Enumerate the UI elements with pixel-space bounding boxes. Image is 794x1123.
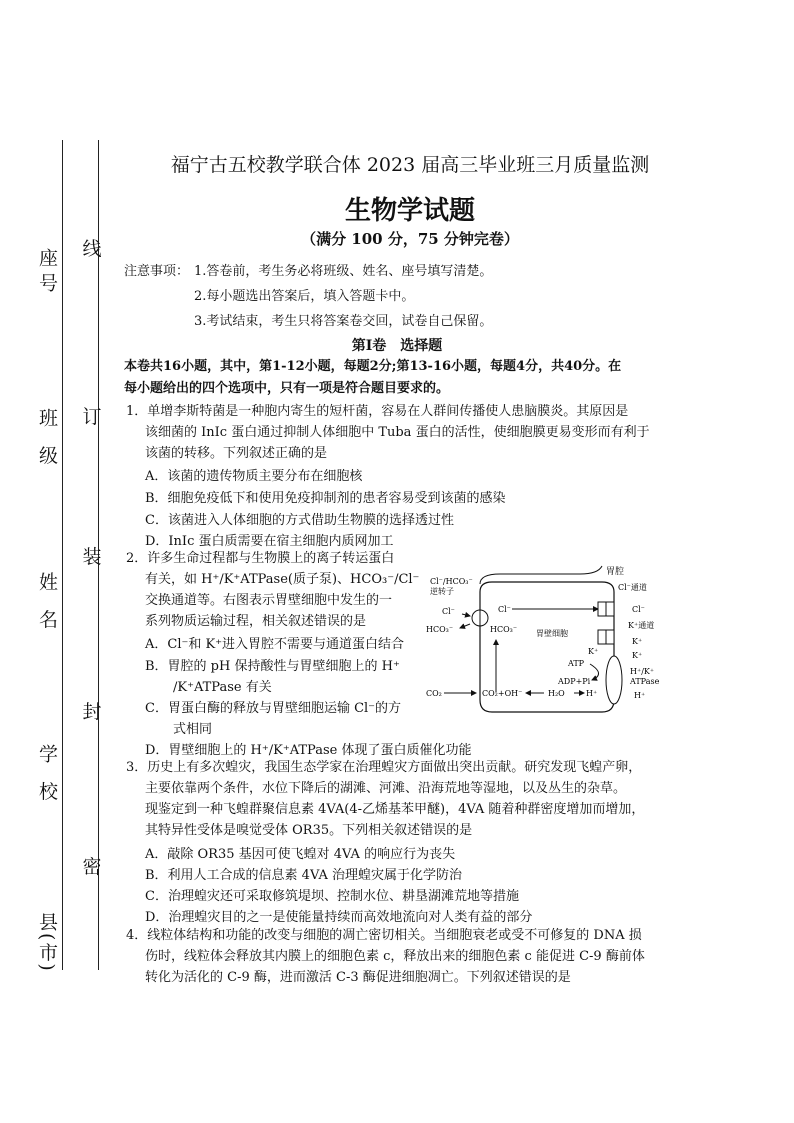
exchanger-label-2: 逆转子 <box>430 587 454 596</box>
adp-label: ADP+Pi <box>558 677 591 686</box>
q1-option-a: A．该菌的遗传物质主要分布在细胞核 <box>145 469 363 484</box>
exam-info: （满分 100 分，75 分钟完卷） <box>301 230 519 248</box>
margin-mark-zhuang: 装 <box>82 546 102 568</box>
q1-option-b: B．细胞免疫低下和使用免疫抑制剂的患者容易受到该菌的感染 <box>145 491 506 506</box>
q3-option-a: A．敲除 OR35 基因可使飞蝗对 4VA 的响应行为丧失 <box>145 847 456 862</box>
q2-option-b-2: /K⁺ATPase 有关 <box>173 680 272 695</box>
margin-mark-mi: 密 <box>82 856 102 878</box>
q3-stem-4: 其特异性受体是嗅觉受体 OR35。下列相关叙述错误的是 <box>145 823 473 838</box>
k-cell-label: K⁺ <box>588 647 599 656</box>
k-channel-label: K⁺通道 <box>628 621 655 630</box>
q2-stem-3: 交换通道等。右图表示胃壁细胞中发生的一 <box>145 593 393 608</box>
atp-label: ATP <box>568 659 585 668</box>
q3-option-c: C．治理蝗灾还可采取修筑堤坝、控制水位、耕垦湖滩荒地等措施 <box>145 889 519 904</box>
binding-line-left <box>62 140 63 970</box>
co2-out-label: CO₂ <box>426 689 442 698</box>
school-label: 学 校 <box>36 744 58 807</box>
q2-option-c-2: 式相同 <box>173 722 213 737</box>
name-label: 姓 名 <box>36 572 58 635</box>
notice-item-1: 1.答卷前，考生务必将班级、姓名、座号填写清楚。 <box>194 264 493 279</box>
q1-stem-3: 该菌的转移。下列叙述正确的是 <box>145 446 328 461</box>
class-label: 班 级 <box>36 408 58 471</box>
notice-item-2: 2.每小题选出答案后，填入答题卡中。 <box>194 289 415 304</box>
k-lumen-label: K⁺ <box>632 637 643 646</box>
pump-label-2: ATPase <box>630 677 660 686</box>
q2-option-b-1: B．胃腔的 pH 保持酸性与胃壁细胞上的 H⁺ <box>145 659 400 674</box>
cl-lumen-label: Cl⁻ <box>632 605 645 614</box>
co2oh-label: CO₂+OH⁻ <box>482 689 523 698</box>
q3-stem-3: 现鉴定到一种飞蝗群聚信息素 4VA(4-乙烯基苯甲醚)，4VA 随着种群密度增加而增加， <box>145 802 645 817</box>
pump-label-1: H⁺/K⁺ <box>630 667 655 676</box>
q2-option-a: A．Cl⁻和 K⁺进入胃腔不需要与通道蛋白结合 <box>145 637 405 652</box>
margin-mark-xian: 线 <box>82 238 102 260</box>
cl-out-label: Cl⁻ <box>442 607 455 616</box>
section-desc-1: 本卷共16小题，其中，第1-12小题，每题2分;第13-16小题，每题4分，共40分。在 <box>124 359 622 374</box>
margin-mark-feng: 封 <box>82 701 102 723</box>
hco3-out-label: HCO₃⁻ <box>426 625 454 634</box>
h2o-label: H₂O <box>548 689 565 698</box>
proton-pump-icon <box>606 656 622 704</box>
lumen-boundary <box>480 566 602 584</box>
q2-stem-1: 2．许多生命过程都与生物膜上的离子转运蛋白 <box>126 551 395 566</box>
cl-in-label: Cl⁻ <box>498 605 511 614</box>
stomach-lumen-label: 胃腔 <box>606 567 625 577</box>
hco3-in-label: HCO₃⁻ <box>490 625 518 634</box>
section-desc-2: 每小题给出的四个选项中，只有一项是符合题目要求的。 <box>124 381 450 396</box>
q1-stem-2: 该细菌的 InIc 蛋白通过抑制人体细胞中 Tuba 蛋白的活性，使细胞膜更易变形而有利于 <box>145 425 650 440</box>
q2-option-d: D．胃壁细胞上的 H⁺/K⁺ATPase 体现了蛋白质催化功能 <box>145 743 472 758</box>
q1-option-d: D．InIc 蛋白质需要在宿主细胞内质网加工 <box>145 534 394 549</box>
q2-stem-4: 系列物质运输过程，相关叙述错误的是 <box>145 614 367 629</box>
cl-channel-label: Cl⁻通道 <box>618 583 647 592</box>
q1-stem-1: 1．单增李斯特菌是一种胞内寄生的短杆菌，容易在人群间传播使人患脑膜炎。其原因是 <box>126 404 629 419</box>
h-lumen-label: H⁺ <box>634 691 646 700</box>
section-title: 第Ⅰ卷 选择题 <box>351 338 443 354</box>
q3-option-d: D．治理蝗灾目的之一是使能量持续而高效地流向对人类有益的部分 <box>145 910 533 925</box>
h-cell-label: H⁺ <box>586 689 598 698</box>
q4-stem-2: 伤时，线粒体会释放其内膜上的细胞色素 c，释放出来的细胞色素 c 能促进 C-9 酶前体 <box>145 949 645 964</box>
subject-title: 生物学试题 <box>344 196 475 226</box>
k-lumen-label-2: K⁺ <box>632 651 643 660</box>
notice-item-3: 3.考试结束，考生只将答案卷交回，试卷自己保留。 <box>194 314 493 329</box>
q1-option-c: C．该菌进入人体细胞的方式借助生物膜的选择透过性 <box>145 513 454 528</box>
q3-option-b: B．利用人工合成的信息素 4VA 治理蝗灾属于化学防治 <box>145 868 462 883</box>
q4-stem-1: 4．线粒体结构和功能的改变与细胞的凋亡密切相关。当细胞衰老或受不可修复的 DNA 损 <box>126 928 642 943</box>
q2-option-c-1: C．胃蛋白酶的释放与胃壁细胞运输 Cl⁻的方 <box>145 701 402 716</box>
q3-stem-1: 3．历史上有多次蝗灾，我国生态学家在治理蝗灾方面做出突出贡献。研究发现飞蝗产卵， <box>126 760 642 775</box>
notice-label: 注意事项： <box>124 264 190 279</box>
q4-stem-3: 转化为活化的 C-9 酶，进而激活 C-3 酶促进细胞凋亡。下列叙述错误的是 <box>145 970 571 985</box>
exam-title: 福宁古五校教学联合体 2023 届高三毕业班三月质量监测 <box>170 154 650 176</box>
exchanger-label-1: Cl⁻/HCO₃⁻ <box>430 577 473 586</box>
seat-label: 座号 <box>36 248 58 298</box>
q3-stem-2: 主要依靠两个条件，水位下降后的湖滩、河滩、沿海荒地等湿地，以及丛生的杂草。 <box>145 781 627 796</box>
q2-stem-2: 有关，如 H⁺/K⁺ATPase(质子泵)、HCO₃⁻/Cl⁻ <box>145 572 420 587</box>
margin-mark-ding: 订 <box>82 406 102 428</box>
county-label: 县(市) <box>36 912 58 973</box>
cell-label: 胃壁细胞 <box>536 629 568 638</box>
stomach-cell-diagram <box>420 562 666 718</box>
